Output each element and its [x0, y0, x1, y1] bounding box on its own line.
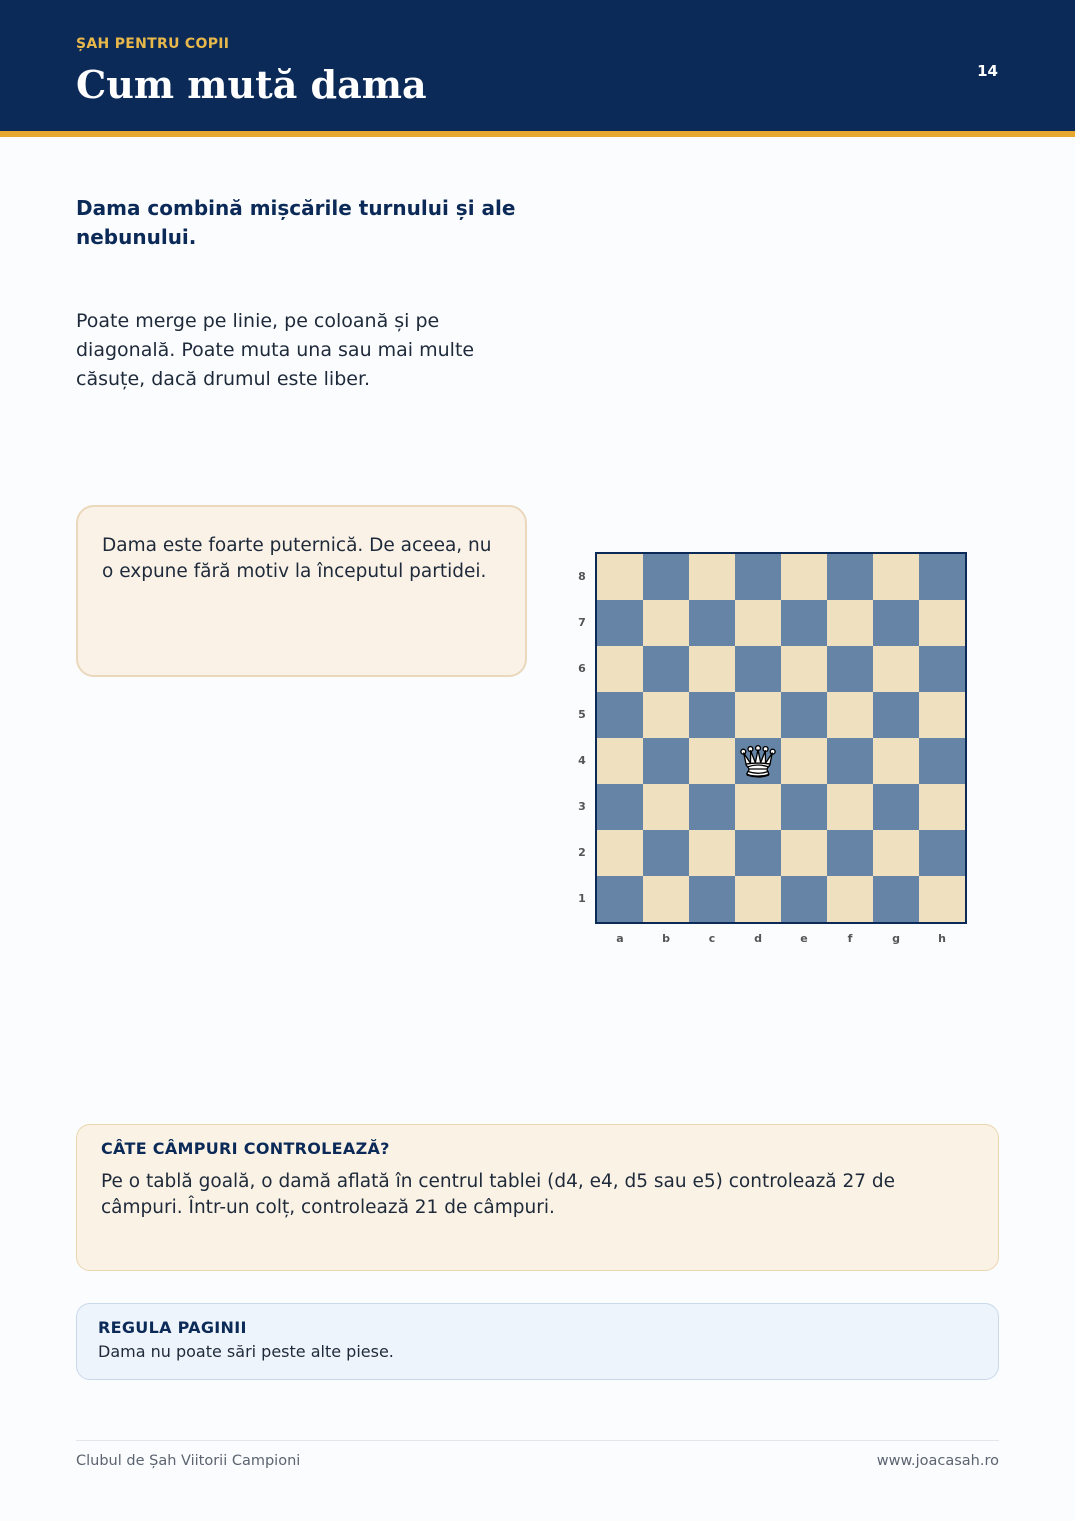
square-g4	[873, 738, 919, 784]
square-d6	[735, 646, 781, 692]
square-e8	[781, 554, 827, 600]
rank-label-6: 6	[578, 662, 586, 675]
chessboard	[595, 552, 967, 924]
square-a6	[597, 646, 643, 692]
square-g2	[873, 830, 919, 876]
rule-text: Dama nu poate sări peste alte piese.	[98, 1342, 394, 1361]
square-a2	[597, 830, 643, 876]
square-g3	[873, 784, 919, 830]
square-f1	[827, 876, 873, 922]
square-c3	[689, 784, 735, 830]
chessboard-diagram	[570, 552, 990, 952]
square-d8	[735, 554, 781, 600]
square-d3	[735, 784, 781, 830]
file-label-c: c	[708, 932, 716, 945]
square-e1	[781, 876, 827, 922]
square-f6	[827, 646, 873, 692]
info-title: CÂTE CÂMPURI CONTROLEAZĂ?	[101, 1139, 390, 1158]
square-h7	[919, 600, 965, 646]
square-b6	[643, 646, 689, 692]
rule-title: REGULA PAGINII	[98, 1318, 247, 1337]
square-e6	[781, 646, 827, 692]
rank-label-3: 3	[578, 800, 586, 813]
square-g1	[873, 876, 919, 922]
square-f3	[827, 784, 873, 830]
section-kicker: ȘAH PENTRU COPII	[76, 36, 230, 52]
square-a4	[597, 738, 643, 784]
header-accent-rule	[0, 131, 1075, 137]
square-f7	[827, 600, 873, 646]
square-f4	[827, 738, 873, 784]
body-paragraph: Poate merge pe linie, pe coloană și pe diagonală. Poate muta una sau mai multe căsuțe, dacă drumul este liber.	[76, 310, 475, 390]
square-c2	[689, 830, 735, 876]
lead-paragraph: Dama combină mișcările turnului și ale nebunului.	[76, 196, 516, 249]
rank-label-2: 2	[578, 846, 586, 859]
square-f2	[827, 830, 873, 876]
square-g8	[873, 554, 919, 600]
square-a8	[597, 554, 643, 600]
page-rule-callout	[76, 1303, 999, 1380]
square-h1	[919, 876, 965, 922]
square-c8	[689, 554, 735, 600]
square-h8	[919, 554, 965, 600]
square-d2	[735, 830, 781, 876]
rank-label-1: 1	[578, 892, 586, 905]
square-a1	[597, 876, 643, 922]
rank-label-5: 5	[578, 708, 586, 721]
page-number: 14	[977, 62, 998, 80]
rank-label-8: 8	[578, 570, 586, 583]
square-h2	[919, 830, 965, 876]
info-text: Pe o tablă goală, o damă aflată în centrul tablei (d4, e4, d5 sau e5) controlează 27 de câmpuri. Într-un colț, controlează 21 de câmpuri.	[101, 1171, 896, 1218]
file-label-f: f	[847, 932, 853, 945]
square-h6	[919, 646, 965, 692]
square-c4	[689, 738, 735, 784]
square-h5	[919, 692, 965, 738]
square-h3	[919, 784, 965, 830]
footer-divider	[76, 1440, 999, 1441]
square-c5	[689, 692, 735, 738]
square-b1	[643, 876, 689, 922]
square-e4	[781, 738, 827, 784]
square-e7	[781, 600, 827, 646]
square-b7	[643, 600, 689, 646]
square-b5	[643, 692, 689, 738]
square-h4	[919, 738, 965, 784]
rank-label-7: 7	[578, 616, 586, 629]
square-c1	[689, 876, 735, 922]
file-label-g: g	[892, 932, 900, 945]
square-c7	[689, 600, 735, 646]
queen-icon	[738, 741, 778, 781]
file-label-e: e	[800, 932, 808, 945]
square-e2	[781, 830, 827, 876]
square-d4	[735, 738, 781, 784]
square-a5	[597, 692, 643, 738]
square-e3	[781, 784, 827, 830]
rank-label-4: 4	[578, 754, 586, 767]
footer-club-name: Clubul de Șah Viitorii Campioni	[76, 1453, 301, 1469]
square-b4	[643, 738, 689, 784]
square-d1	[735, 876, 781, 922]
square-b3	[643, 784, 689, 830]
footer-website: www.joacasah.ro	[876, 1453, 999, 1469]
square-d5	[735, 692, 781, 738]
square-f8	[827, 554, 873, 600]
square-a7	[597, 600, 643, 646]
info-callout	[76, 1124, 999, 1271]
file-label-h: h	[938, 932, 946, 945]
square-g6	[873, 646, 919, 692]
square-c6	[689, 646, 735, 692]
square-d7	[735, 600, 781, 646]
square-b8	[643, 554, 689, 600]
file-label-a: a	[616, 932, 624, 945]
square-a3	[597, 784, 643, 830]
square-f5	[827, 692, 873, 738]
square-e5	[781, 692, 827, 738]
tip-callout	[76, 505, 527, 677]
file-label-d: d	[754, 932, 762, 945]
tip-text: Dama este foarte puternică. De aceea, nu o expune fără motiv la începutul partidei.	[102, 535, 492, 582]
square-g5	[873, 692, 919, 738]
file-label-b: b	[662, 932, 670, 945]
page-title: Cum mută dama	[76, 62, 427, 107]
square-b2	[643, 830, 689, 876]
square-g7	[873, 600, 919, 646]
